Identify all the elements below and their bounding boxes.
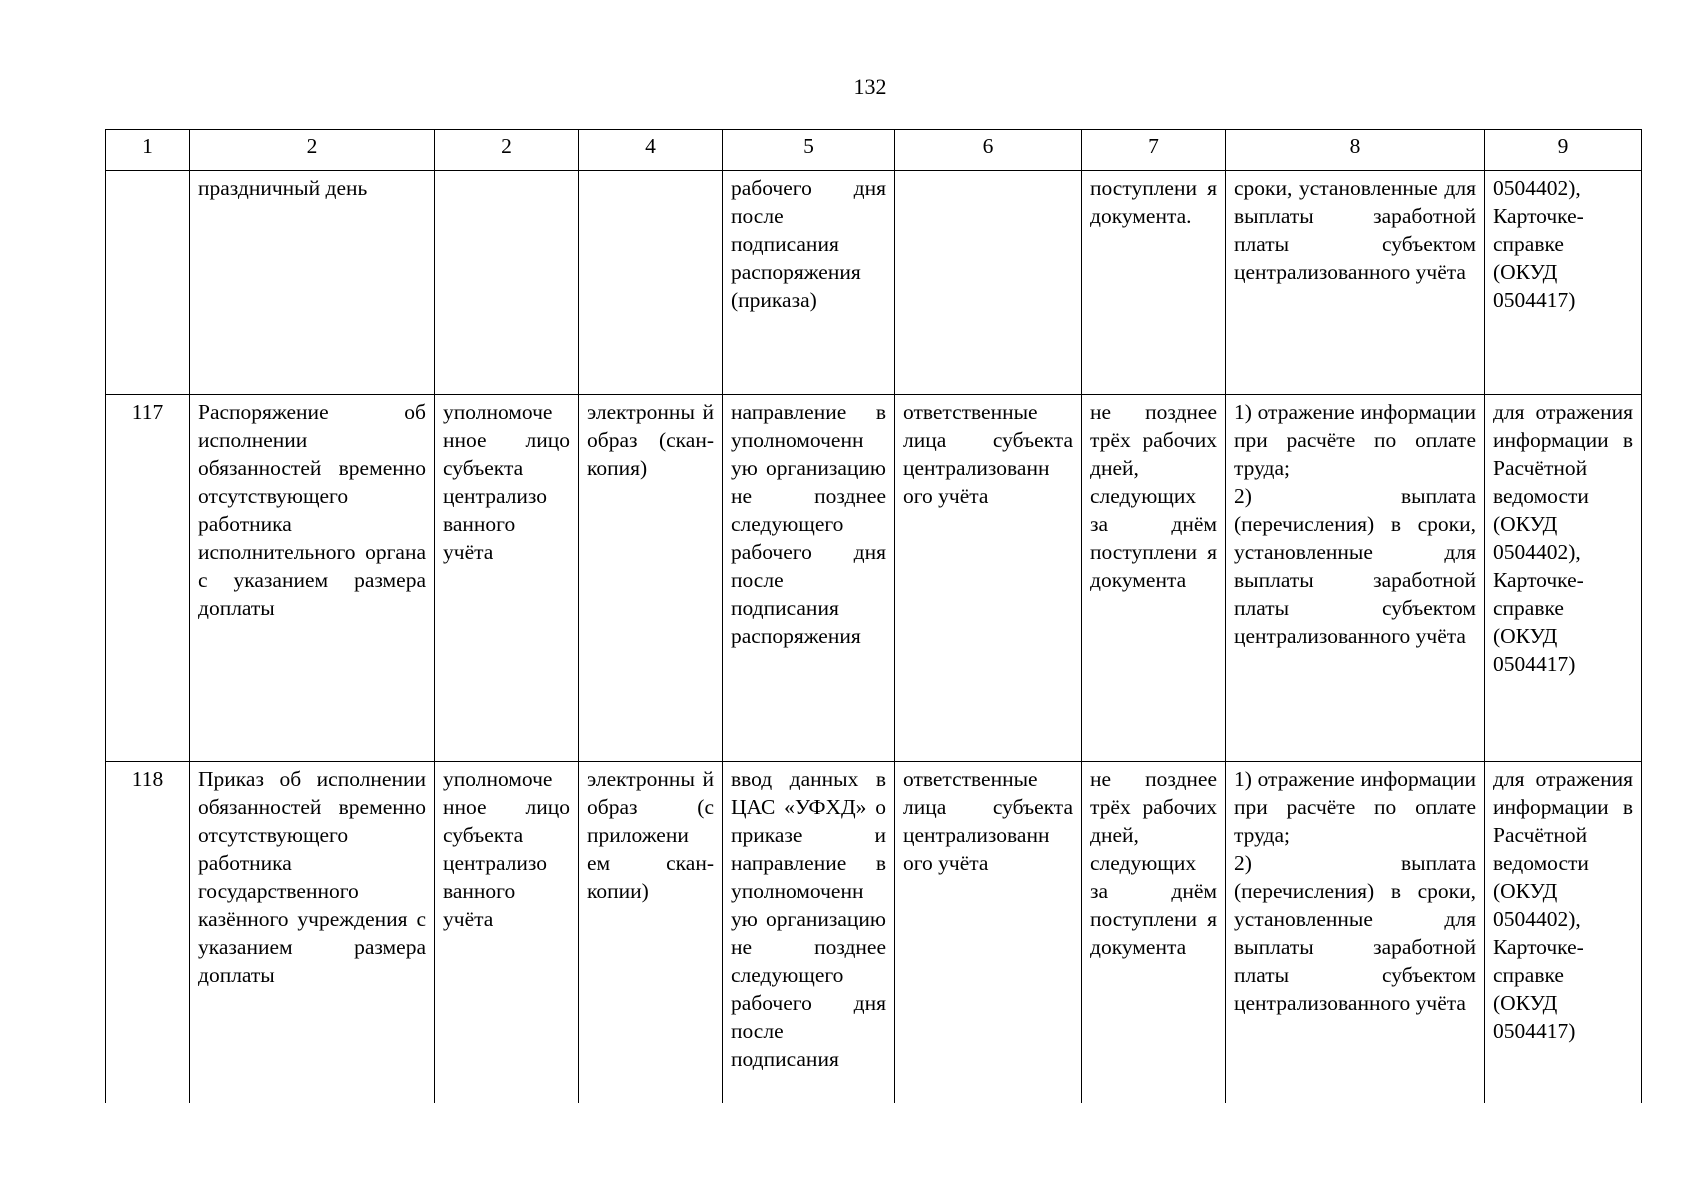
processing-deadline: не позднее трёх рабочих дней, следующих за днём поступлени я документа xyxy=(1082,395,1226,762)
accounting-registers: для отражения информации в Расчётной ведомости (ОКУД 0504402), Карточке-справке (ОКУД 0504417) xyxy=(1485,395,1642,762)
row-number xyxy=(106,171,190,395)
responsible-creator: уполномоче нное лицо субъекта централизо ванного учёта xyxy=(435,395,579,762)
document-table xyxy=(105,129,1642,1103)
responsible-creator: уполномоче нное лицо субъекта централизо ванного учёта xyxy=(435,762,579,1104)
row-number: 118 xyxy=(106,762,190,1104)
document-format xyxy=(579,171,723,395)
processing-actions xyxy=(1226,762,1485,1104)
document-name: Приказ об исполнении обязанностей временно отсутствующего работника государственного казённого учреждения с указанием размера доплаты xyxy=(190,762,435,1104)
processing-deadline: не позднее трёх рабочих дней, следующих за днём поступлени я документа xyxy=(1082,762,1226,1104)
column-number-header-row xyxy=(106,130,1642,171)
document-name: Распоряжение об исполнении обязанностей временно отсутствующего работника исполнительного органа с указанием размера доплаты xyxy=(190,395,435,762)
document-format: электронны й образ (с приложени ем скан-копии) xyxy=(579,762,723,1104)
column-header-7: 7 xyxy=(1082,130,1226,171)
submission-terms: рабочего дня после подписания распоряжения (приказа) xyxy=(723,171,895,395)
row-number: 117 xyxy=(106,395,190,762)
responsible-processor: ответственные лица субъекта централизованн ого учёта xyxy=(895,395,1082,762)
column-header-8: 8 xyxy=(1226,130,1485,171)
column-header-5: 5 xyxy=(723,130,895,171)
processing-action-1: 1) отражение информации при расчёте по оплате труда; xyxy=(1234,400,1476,480)
processing-action-1: 1) отражение информации при расчёте по оплате труда; xyxy=(1234,767,1476,847)
table-row-continued xyxy=(106,171,1642,395)
responsible-processor: ответственные лица субъекта централизованн ого учёта xyxy=(895,762,1082,1104)
column-header-9: 9 xyxy=(1485,130,1642,171)
submission-terms: направление в уполномоченн ую организацию не позднее следующего рабочего дня после подписания распоряжения xyxy=(723,395,895,762)
table-row-117 xyxy=(106,395,1642,762)
processing-deadline: поступлени я документа. xyxy=(1082,171,1226,395)
document-format: электронны й образ (скан-копия) xyxy=(579,395,723,762)
processing-action-2: 2) выплата (перечисления) в сроки, установленные для выплаты заработной платы субъектом централизованного учёта xyxy=(1234,484,1476,648)
table-row-118 xyxy=(106,762,1642,1104)
processing-action-2: 2) выплата (перечисления) в сроки, установленные для выплаты заработной платы субъектом централизованного учёта xyxy=(1234,851,1476,1015)
column-header-6: 6 xyxy=(895,130,1082,171)
responsible-processor xyxy=(895,171,1082,395)
page-number: 132 xyxy=(853,74,887,99)
processing-actions: сроки, установленные для выплаты заработной платы субъектом централизованного учёта xyxy=(1226,171,1485,395)
column-header-4: 4 xyxy=(579,130,723,171)
responsible-creator xyxy=(435,171,579,395)
column-header-3: 2 xyxy=(435,130,579,171)
accounting-registers: 0504402), Карточке-справке (ОКУД 0504417) xyxy=(1485,171,1642,395)
submission-terms: ввод данных в ЦАС «УФХД» о приказе и направление в уполномоченн ую организацию не позднее следующего рабочего дня после подписания xyxy=(723,762,895,1104)
column-header-2: 2 xyxy=(190,130,435,171)
processing-actions xyxy=(1226,395,1485,762)
document-name: праздничный день xyxy=(190,171,435,395)
column-header-1: 1 xyxy=(106,130,190,171)
accounting-registers: для отражения информации в Расчётной ведомости (ОКУД 0504402), Карточке-справке (ОКУД 0504417) xyxy=(1485,762,1642,1104)
